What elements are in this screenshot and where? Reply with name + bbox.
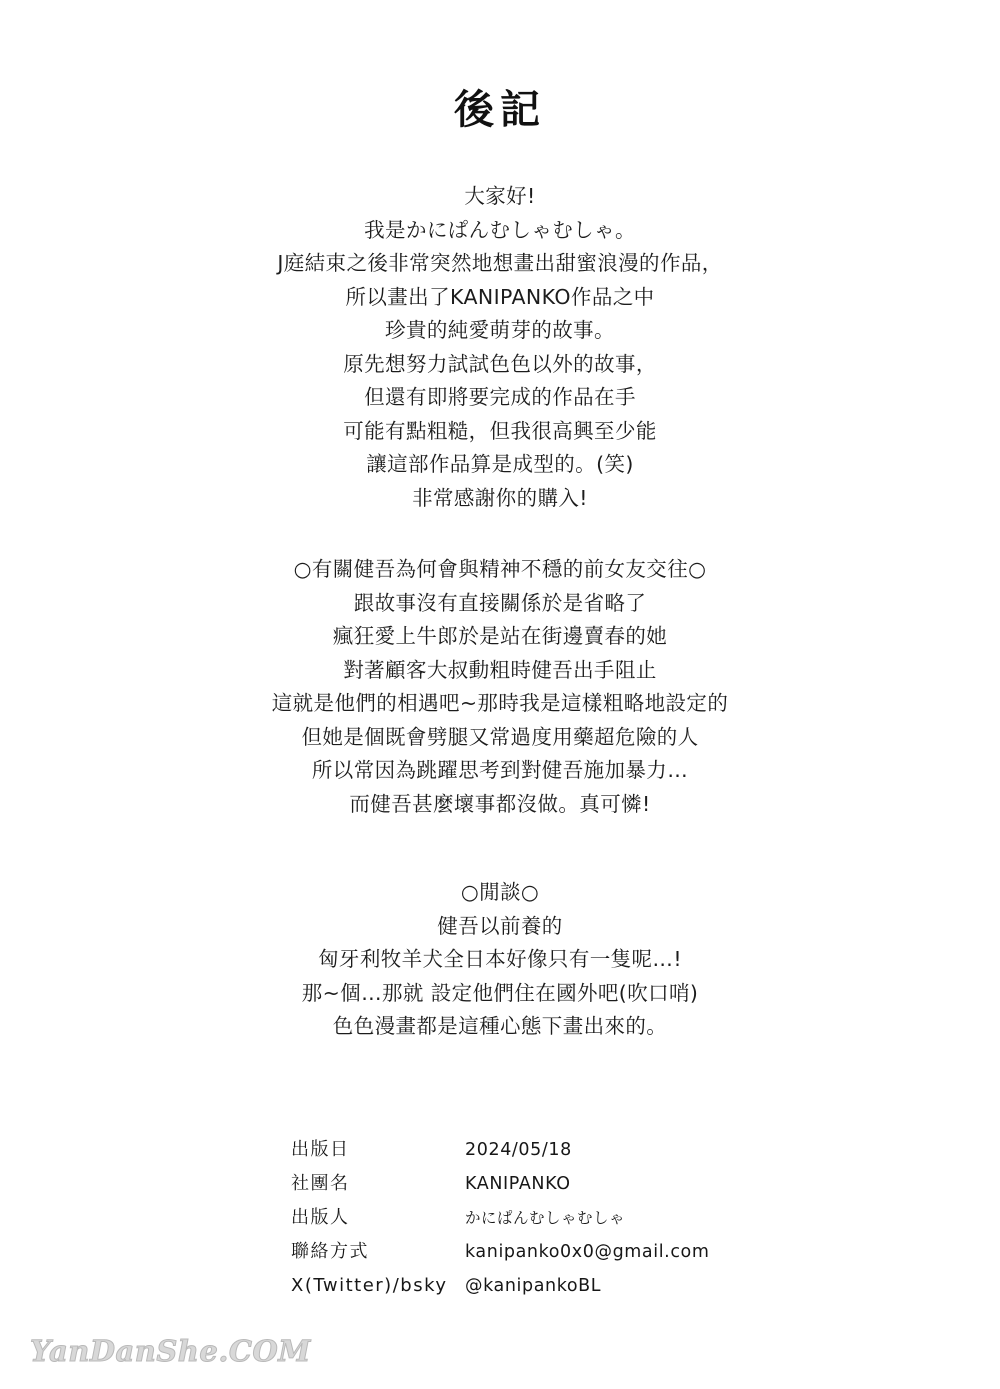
colophon-label: 聯絡方式 [291,1241,369,1262]
afterword-line: 大家好! [464,184,536,208]
afterword-line: 所以常因為跳躍思考到對健吾施加暴力… [311,758,689,782]
colophon-label: X(Twitter)/bsky [291,1275,448,1296]
afterword-line: 這就是他們的相遇吧~那時我是這樣粗略地設定的 [271,691,729,715]
afterword-line: 健吾以前養的 [437,913,563,938]
afterword-line: J庭結束之後非常突然地想畫出甜蜜浪漫的作品， [277,251,723,275]
afterword-line: 對著顧客大叔動粗時健吾出手阻止 [343,657,657,682]
afterword-line: 原先想努力試試色色以外的故事， [343,351,657,376]
colophon-label: 社團名 [291,1173,350,1194]
colophon-row [291,1269,710,1303]
colophon-value: @kanipankoBL [465,1276,602,1296]
afterword-line: 珍貴的純愛萌芽的故事。 [385,318,615,342]
colophon-row [291,1201,710,1235]
afterword-line: 可能有點粗糙，但我很高興至少能 [343,418,657,443]
colophon-label: 出版人 [291,1207,350,1228]
afterword-line: 色色漫畫都是這種心態下畫出來的。 [332,1014,668,1038]
colophon-value: 2024/05/18 [465,1140,572,1160]
afterword-line: 所以畫出了KANIPANKO作品之中 [345,284,655,309]
colophon-row [291,1167,710,1201]
colophon-value: KANIPANKO [465,1174,571,1194]
colophon-value: かにぱんむしゃむしゃ [465,1209,626,1227]
afterword-line: 跟故事沒有直接關係於是省略了 [353,590,647,615]
afterword-line: 瘋狂愛上牛郎於是站在街邊賣春的她 [332,624,668,648]
afterword-line: 我是かにぱんむしゃむしゃ。 [364,217,636,242]
afterword-line: ○有關健吾為何會與精神不穩的前女友交往○ [293,557,707,581]
afterword-line: 那~個…那就 設定他們住在國外吧(吹口哨) [301,980,699,1005]
page-title: 後記 [454,87,546,133]
afterword-paragraph-3 [0,876,1000,1044]
watermark: YanDanShe.COM [30,1334,311,1368]
afterword-line: 讓這部作品算是成型的。(笑) [366,452,634,476]
afterword-line: ○閒談○ [460,880,540,904]
colophon-row [291,1133,710,1167]
colophon-label: 出版日 [291,1139,350,1160]
afterword-line: 匈牙利牧羊犬全日本好像只有一隻呢…! [318,947,682,971]
afterword-line: 但還有即將要完成的作品在手 [364,385,636,409]
colophon-row [291,1235,710,1269]
afterword-line: 非常感謝你的購入! [412,485,588,510]
afterword-line: 而健吾甚麼壞事都沒做。真可憐! [349,791,651,816]
afterword-line: 但她是個既會劈腿又常過度用藥超危險的人 [301,724,699,749]
afterword-paragraph-1 [0,180,1000,515]
colophon-value: kanipanko0x0@gmail.com [465,1242,710,1262]
afterword-paragraph-2 [0,553,1000,821]
colophon-table [291,1133,710,1303]
